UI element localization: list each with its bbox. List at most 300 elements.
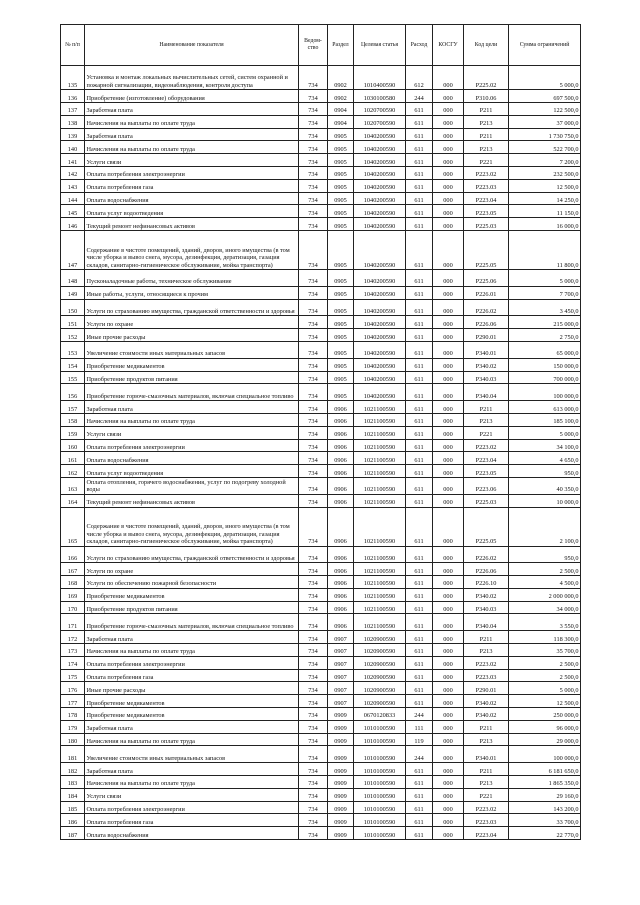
row-indicator-name: Иные работы, услуги, относящиеся к прочим bbox=[85, 286, 299, 299]
row-number: 185 bbox=[61, 801, 85, 814]
row-department: 734 bbox=[299, 218, 328, 231]
row-limit-sum: 4 650,0 bbox=[509, 452, 581, 465]
row-limit-sum: 1 865 350,0 bbox=[509, 776, 581, 789]
row-target-article: 1040200590 bbox=[354, 358, 406, 371]
row-kosgu: 000 bbox=[433, 507, 464, 546]
row-goal-code: Р340.02 bbox=[464, 708, 509, 721]
row-number: 140 bbox=[61, 141, 85, 154]
row-kosgu: 000 bbox=[433, 631, 464, 644]
table-row bbox=[61, 452, 581, 465]
row-section: 0905 bbox=[328, 205, 354, 218]
row-expense-type: 611 bbox=[406, 192, 433, 205]
table-row bbox=[61, 465, 581, 478]
row-goal-code: Р213 bbox=[464, 644, 509, 657]
header-row bbox=[61, 25, 581, 66]
row-limit-sum: 34 000,0 bbox=[509, 601, 581, 614]
row-indicator-name: Начисления на выплаты по оплате труда bbox=[85, 141, 299, 154]
row-indicator-name: Приобретение (изготовление) оборудования bbox=[85, 90, 299, 103]
row-goal-code: Р226.10 bbox=[464, 576, 509, 589]
row-expense-type: 611 bbox=[406, 341, 433, 358]
row-section: 0906 bbox=[328, 614, 354, 631]
header-limit-sum: Сумма ограничений bbox=[509, 25, 581, 66]
row-kosgu: 000 bbox=[433, 546, 464, 563]
row-number: 163 bbox=[61, 477, 85, 494]
row-expense-type: 611 bbox=[406, 614, 433, 631]
row-kosgu: 000 bbox=[433, 439, 464, 452]
table-row bbox=[61, 669, 581, 682]
row-kosgu: 000 bbox=[433, 115, 464, 128]
row-goal-code: Р225.03 bbox=[464, 494, 509, 507]
table-row bbox=[61, 576, 581, 589]
row-goal-code: Р340.03 bbox=[464, 601, 509, 614]
row-indicator-name: Услуги по страхованию имущества, гражданской ответственности и здоровья bbox=[85, 546, 299, 563]
row-number: 170 bbox=[61, 601, 85, 614]
row-goal-code: Р340.01 bbox=[464, 341, 509, 358]
row-limit-sum: 5 000,0 bbox=[509, 426, 581, 439]
row-number: 184 bbox=[61, 788, 85, 801]
row-department: 734 bbox=[299, 477, 328, 494]
table-row bbox=[61, 384, 581, 401]
row-indicator-name: Услуги по обеспечению пожарной безопасности bbox=[85, 576, 299, 589]
row-section: 0906 bbox=[328, 413, 354, 426]
row-target-article: 1040200590 bbox=[354, 205, 406, 218]
row-limit-sum: 697 500,0 bbox=[509, 90, 581, 103]
row-number: 148 bbox=[61, 269, 85, 286]
row-number: 162 bbox=[61, 465, 85, 478]
row-number: 160 bbox=[61, 439, 85, 452]
row-goal-code: Р223.03 bbox=[464, 814, 509, 827]
table-row bbox=[61, 358, 581, 371]
row-expense-type: 119 bbox=[406, 733, 433, 746]
row-goal-code: Р211 bbox=[464, 401, 509, 414]
row-number: 136 bbox=[61, 90, 85, 103]
table-row bbox=[61, 66, 581, 90]
row-goal-code: Р221 bbox=[464, 426, 509, 439]
budget-limits-table bbox=[60, 24, 581, 840]
row-section: 0906 bbox=[328, 494, 354, 507]
row-expense-type: 611 bbox=[406, 205, 433, 218]
row-expense-type: 611 bbox=[406, 452, 433, 465]
row-expense-type: 611 bbox=[406, 439, 433, 452]
row-kosgu: 000 bbox=[433, 384, 464, 401]
row-expense-type: 244 bbox=[406, 746, 433, 763]
row-limit-sum: 122 500,0 bbox=[509, 102, 581, 115]
row-department: 734 bbox=[299, 316, 328, 329]
row-kosgu: 000 bbox=[433, 141, 464, 154]
row-section: 0905 bbox=[328, 269, 354, 286]
row-section: 0907 bbox=[328, 644, 354, 657]
row-section: 0909 bbox=[328, 801, 354, 814]
header-goal-code: Код цели bbox=[464, 25, 509, 66]
row-expense-type: 611 bbox=[406, 218, 433, 231]
row-department: 734 bbox=[299, 230, 328, 269]
row-indicator-name: Приобретение медикаментов bbox=[85, 695, 299, 708]
row-section: 0905 bbox=[328, 299, 354, 316]
row-target-article: 1040200590 bbox=[354, 269, 406, 286]
table-row bbox=[61, 695, 581, 708]
row-limit-sum: 613 000,0 bbox=[509, 401, 581, 414]
row-goal-code: Р290.01 bbox=[464, 682, 509, 695]
table-row bbox=[61, 341, 581, 358]
row-goal-code: Р213 bbox=[464, 733, 509, 746]
row-section: 0906 bbox=[328, 439, 354, 452]
row-expense-type: 611 bbox=[406, 115, 433, 128]
row-section: 0905 bbox=[328, 358, 354, 371]
row-department: 734 bbox=[299, 329, 328, 342]
row-kosgu: 000 bbox=[433, 179, 464, 192]
row-number: 158 bbox=[61, 413, 85, 426]
header-target-article: Целевая статья bbox=[354, 25, 406, 66]
row-limit-sum: 2 750,0 bbox=[509, 329, 581, 342]
row-indicator-name: Оплата потребления электроэнергии bbox=[85, 439, 299, 452]
row-section: 0904 bbox=[328, 102, 354, 115]
row-department: 734 bbox=[299, 588, 328, 601]
row-department: 734 bbox=[299, 401, 328, 414]
row-department: 734 bbox=[299, 644, 328, 657]
row-expense-type: 611 bbox=[406, 669, 433, 682]
row-department: 734 bbox=[299, 341, 328, 358]
row-section: 0909 bbox=[328, 763, 354, 776]
row-section: 0906 bbox=[328, 601, 354, 614]
row-kosgu: 000 bbox=[433, 746, 464, 763]
row-target-article: 1020700590 bbox=[354, 115, 406, 128]
row-target-article: 1021100590 bbox=[354, 614, 406, 631]
row-expense-type: 611 bbox=[406, 141, 433, 154]
row-department: 734 bbox=[299, 166, 328, 179]
row-indicator-name: Заработная плата bbox=[85, 720, 299, 733]
row-expense-type: 244 bbox=[406, 708, 433, 721]
row-target-article: 1021100590 bbox=[354, 588, 406, 601]
row-section: 0905 bbox=[328, 341, 354, 358]
row-number: 178 bbox=[61, 708, 85, 721]
row-kosgu: 000 bbox=[433, 128, 464, 141]
row-department: 734 bbox=[299, 115, 328, 128]
row-number: 149 bbox=[61, 286, 85, 299]
row-department: 734 bbox=[299, 576, 328, 589]
table-row bbox=[61, 746, 581, 763]
row-number: 141 bbox=[61, 154, 85, 167]
row-expense-type: 611 bbox=[406, 426, 433, 439]
row-expense-type: 611 bbox=[406, 465, 433, 478]
row-goal-code: Р310.06 bbox=[464, 90, 509, 103]
row-indicator-name: Оплата потребления газа bbox=[85, 179, 299, 192]
row-indicator-name: Оплата отопления, горячего водоснабжения, услуг по подогреву холодной воды bbox=[85, 477, 299, 494]
row-department: 734 bbox=[299, 776, 328, 789]
row-kosgu: 000 bbox=[433, 827, 464, 840]
table-row bbox=[61, 708, 581, 721]
row-indicator-name: Начисления на выплаты по оплате труда bbox=[85, 115, 299, 128]
row-department: 734 bbox=[299, 90, 328, 103]
row-target-article: 1010100590 bbox=[354, 801, 406, 814]
table-row bbox=[61, 413, 581, 426]
row-section: 0902 bbox=[328, 90, 354, 103]
row-goal-code: Р223.02 bbox=[464, 166, 509, 179]
row-goal-code: Р340.03 bbox=[464, 371, 509, 384]
row-section: 0905 bbox=[328, 371, 354, 384]
row-kosgu: 000 bbox=[433, 299, 464, 316]
row-target-article: 1040200590 bbox=[354, 329, 406, 342]
table-row bbox=[61, 776, 581, 789]
row-kosgu: 000 bbox=[433, 329, 464, 342]
row-expense-type: 611 bbox=[406, 329, 433, 342]
table-row bbox=[61, 166, 581, 179]
row-goal-code: Р211 bbox=[464, 720, 509, 733]
row-indicator-name: Приобретение продуктов питания bbox=[85, 371, 299, 384]
row-limit-sum: 12 500,0 bbox=[509, 695, 581, 708]
row-department: 734 bbox=[299, 682, 328, 695]
header-kosgu: КОСГУ bbox=[433, 25, 464, 66]
table-row bbox=[61, 788, 581, 801]
row-goal-code: Р226.06 bbox=[464, 563, 509, 576]
row-target-article: 1040200590 bbox=[354, 371, 406, 384]
row-number: 156 bbox=[61, 384, 85, 401]
row-section: 0907 bbox=[328, 682, 354, 695]
row-number: 155 bbox=[61, 371, 85, 384]
row-number: 152 bbox=[61, 329, 85, 342]
row-goal-code: Р223.03 bbox=[464, 669, 509, 682]
row-department: 734 bbox=[299, 546, 328, 563]
row-expense-type: 611 bbox=[406, 695, 433, 708]
row-target-article: 1040200590 bbox=[354, 384, 406, 401]
row-limit-sum: 2 500,0 bbox=[509, 563, 581, 576]
row-target-article: 1040200590 bbox=[354, 192, 406, 205]
row-section: 0907 bbox=[328, 656, 354, 669]
row-indicator-name: Оплата потребления электроэнергии bbox=[85, 166, 299, 179]
row-target-article: 1020900590 bbox=[354, 631, 406, 644]
row-kosgu: 000 bbox=[433, 66, 464, 90]
row-limit-sum: 950,0 bbox=[509, 465, 581, 478]
row-limit-sum: 6 181 650,0 bbox=[509, 763, 581, 776]
row-limit-sum: 2 100,0 bbox=[509, 507, 581, 546]
row-kosgu: 000 bbox=[433, 682, 464, 695]
row-limit-sum: 950,0 bbox=[509, 546, 581, 563]
row-department: 734 bbox=[299, 465, 328, 478]
row-department: 734 bbox=[299, 708, 328, 721]
row-department: 734 bbox=[299, 720, 328, 733]
row-kosgu: 000 bbox=[433, 269, 464, 286]
table-row bbox=[61, 329, 581, 342]
row-kosgu: 000 bbox=[433, 494, 464, 507]
row-goal-code: Р211 bbox=[464, 763, 509, 776]
row-expense-type: 611 bbox=[406, 801, 433, 814]
row-goal-code: Р223.04 bbox=[464, 827, 509, 840]
row-indicator-name: Начисления на выплаты по оплате труда bbox=[85, 776, 299, 789]
row-section: 0905 bbox=[328, 384, 354, 401]
row-expense-type: 611 bbox=[406, 299, 433, 316]
row-target-article: 1040200590 bbox=[354, 299, 406, 316]
row-section: 0905 bbox=[328, 166, 354, 179]
table-row bbox=[61, 141, 581, 154]
row-section: 0905 bbox=[328, 141, 354, 154]
row-kosgu: 000 bbox=[433, 776, 464, 789]
row-department: 734 bbox=[299, 66, 328, 90]
row-indicator-name: Оплата водоснабжения bbox=[85, 192, 299, 205]
row-number: 164 bbox=[61, 494, 85, 507]
row-target-article: 1010100590 bbox=[354, 733, 406, 746]
table-row bbox=[61, 494, 581, 507]
row-department: 734 bbox=[299, 384, 328, 401]
row-target-article: 1040200590 bbox=[354, 218, 406, 231]
row-indicator-name: Услуги по охране bbox=[85, 563, 299, 576]
row-section: 0909 bbox=[328, 814, 354, 827]
row-indicator-name: Установка и монтаж локальных вычислительных сетей, систем охранной и пожарной сигнализации, видеонаблюдения, контроля доступа bbox=[85, 66, 299, 90]
row-number: 143 bbox=[61, 179, 85, 192]
row-limit-sum: 215 000,0 bbox=[509, 316, 581, 329]
row-target-article: 1040200590 bbox=[354, 166, 406, 179]
row-goal-code: Р226.01 bbox=[464, 286, 509, 299]
row-expense-type: 611 bbox=[406, 788, 433, 801]
row-department: 734 bbox=[299, 507, 328, 546]
row-expense-type: 611 bbox=[406, 102, 433, 115]
row-target-article: 1021100590 bbox=[354, 563, 406, 576]
row-section: 0906 bbox=[328, 507, 354, 546]
row-indicator-name: Услуги по охране bbox=[85, 316, 299, 329]
row-kosgu: 000 bbox=[433, 814, 464, 827]
row-limit-sum: 2 500,0 bbox=[509, 656, 581, 669]
row-section: 0906 bbox=[328, 465, 354, 478]
row-expense-type: 611 bbox=[406, 413, 433, 426]
row-goal-code: Р226.06 bbox=[464, 316, 509, 329]
row-expense-type: 611 bbox=[406, 316, 433, 329]
row-expense-type: 611 bbox=[406, 682, 433, 695]
row-limit-sum: 100 000,0 bbox=[509, 746, 581, 763]
row-indicator-name: Оплата потребления газа bbox=[85, 814, 299, 827]
table-row bbox=[61, 631, 581, 644]
row-department: 734 bbox=[299, 299, 328, 316]
row-kosgu: 000 bbox=[433, 192, 464, 205]
row-indicator-name: Текущий ремонт нефинансовых активов bbox=[85, 218, 299, 231]
row-limit-sum: 33 700,0 bbox=[509, 814, 581, 827]
row-target-article: 1010100590 bbox=[354, 788, 406, 801]
row-department: 734 bbox=[299, 746, 328, 763]
row-indicator-name: Начисления на выплаты по оплате труда bbox=[85, 644, 299, 657]
row-kosgu: 000 bbox=[433, 413, 464, 426]
table-row bbox=[61, 763, 581, 776]
row-department: 734 bbox=[299, 669, 328, 682]
row-expense-type: 244 bbox=[406, 90, 433, 103]
row-expense-type: 611 bbox=[406, 601, 433, 614]
row-goal-code: Р225.05 bbox=[464, 230, 509, 269]
row-department: 734 bbox=[299, 141, 328, 154]
row-number: 146 bbox=[61, 218, 85, 231]
row-goal-code: Р221 bbox=[464, 154, 509, 167]
table-row bbox=[61, 286, 581, 299]
row-target-article: 1010400590 bbox=[354, 66, 406, 90]
row-number: 171 bbox=[61, 614, 85, 631]
row-section: 0905 bbox=[328, 329, 354, 342]
row-department: 734 bbox=[299, 452, 328, 465]
row-section: 0907 bbox=[328, 631, 354, 644]
row-number: 151 bbox=[61, 316, 85, 329]
table-row bbox=[61, 90, 581, 103]
row-target-article: 1020900590 bbox=[354, 656, 406, 669]
row-kosgu: 000 bbox=[433, 371, 464, 384]
row-indicator-name: Услуги по страхованию имущества, гражданской ответственности и здоровья bbox=[85, 299, 299, 316]
row-goal-code: Р225.06 bbox=[464, 269, 509, 286]
table-row bbox=[61, 733, 581, 746]
table-row bbox=[61, 371, 581, 384]
row-kosgu: 000 bbox=[433, 614, 464, 631]
row-kosgu: 000 bbox=[433, 205, 464, 218]
row-department: 734 bbox=[299, 733, 328, 746]
row-expense-type: 111 bbox=[406, 720, 433, 733]
row-goal-code: Р340.04 bbox=[464, 614, 509, 631]
row-goal-code: Р211 bbox=[464, 128, 509, 141]
row-section: 0909 bbox=[328, 788, 354, 801]
row-kosgu: 000 bbox=[433, 465, 464, 478]
table-row bbox=[61, 614, 581, 631]
table-row bbox=[61, 644, 581, 657]
row-limit-sum: 35 700,0 bbox=[509, 644, 581, 657]
row-indicator-name: Оплата водоснабжения bbox=[85, 452, 299, 465]
row-target-article: 1021100590 bbox=[354, 494, 406, 507]
row-department: 734 bbox=[299, 601, 328, 614]
row-department: 734 bbox=[299, 102, 328, 115]
row-number: 167 bbox=[61, 563, 85, 576]
row-target-article: 1020900590 bbox=[354, 644, 406, 657]
row-expense-type: 611 bbox=[406, 384, 433, 401]
row-indicator-name: Заработная плата bbox=[85, 631, 299, 644]
row-limit-sum: 37 000,0 bbox=[509, 115, 581, 128]
row-target-article: 1010100590 bbox=[354, 746, 406, 763]
row-indicator-name: Содержание в чистоте помещений, зданий, дворов, иного имущества (в том числе уборка и вывоз снега, мусора, дезинфекция, дератизация, газация складов, санитарно-гигиеническое обслуживание, мойка транспорта) bbox=[85, 230, 299, 269]
row-target-article: 1021100590 bbox=[354, 601, 406, 614]
row-section: 0909 bbox=[328, 827, 354, 840]
row-kosgu: 000 bbox=[433, 588, 464, 601]
row-kosgu: 000 bbox=[433, 316, 464, 329]
table-row bbox=[61, 205, 581, 218]
row-kosgu: 000 bbox=[433, 102, 464, 115]
row-number: 137 bbox=[61, 102, 85, 115]
row-expense-type: 611 bbox=[406, 507, 433, 546]
row-kosgu: 000 bbox=[433, 358, 464, 371]
row-goal-code: Р223.05 bbox=[464, 465, 509, 478]
row-number: 157 bbox=[61, 401, 85, 414]
row-department: 734 bbox=[299, 371, 328, 384]
row-limit-sum: 118 300,0 bbox=[509, 631, 581, 644]
row-limit-sum: 10 000,0 bbox=[509, 494, 581, 507]
row-limit-sum: 2 000 000,0 bbox=[509, 588, 581, 601]
row-target-article: 1040200590 bbox=[354, 230, 406, 269]
table-row bbox=[61, 801, 581, 814]
row-expense-type: 611 bbox=[406, 576, 433, 589]
table-row bbox=[61, 563, 581, 576]
row-limit-sum: 4 500,0 bbox=[509, 576, 581, 589]
row-section: 0907 bbox=[328, 695, 354, 708]
row-expense-type: 611 bbox=[406, 776, 433, 789]
row-limit-sum: 5 000,0 bbox=[509, 682, 581, 695]
row-limit-sum: 185 100,0 bbox=[509, 413, 581, 426]
row-target-article: 1021100590 bbox=[354, 452, 406, 465]
row-goal-code: Р223.06 bbox=[464, 477, 509, 494]
row-number: 135 bbox=[61, 66, 85, 90]
row-kosgu: 000 bbox=[433, 763, 464, 776]
row-section: 0905 bbox=[328, 286, 354, 299]
row-goal-code: Р211 bbox=[464, 102, 509, 115]
row-indicator-name: Оплата потребления газа bbox=[85, 669, 299, 682]
row-department: 734 bbox=[299, 128, 328, 141]
row-goal-code: Р211 bbox=[464, 631, 509, 644]
row-indicator-name: Начисления на выплаты по оплате труда bbox=[85, 733, 299, 746]
row-limit-sum: 700 000,0 bbox=[509, 371, 581, 384]
row-expense-type: 611 bbox=[406, 154, 433, 167]
row-indicator-name: Приобретение медикаментов bbox=[85, 358, 299, 371]
row-section: 0909 bbox=[328, 720, 354, 733]
row-kosgu: 000 bbox=[433, 401, 464, 414]
row-expense-type: 611 bbox=[406, 371, 433, 384]
row-department: 734 bbox=[299, 614, 328, 631]
row-expense-type: 612 bbox=[406, 66, 433, 90]
